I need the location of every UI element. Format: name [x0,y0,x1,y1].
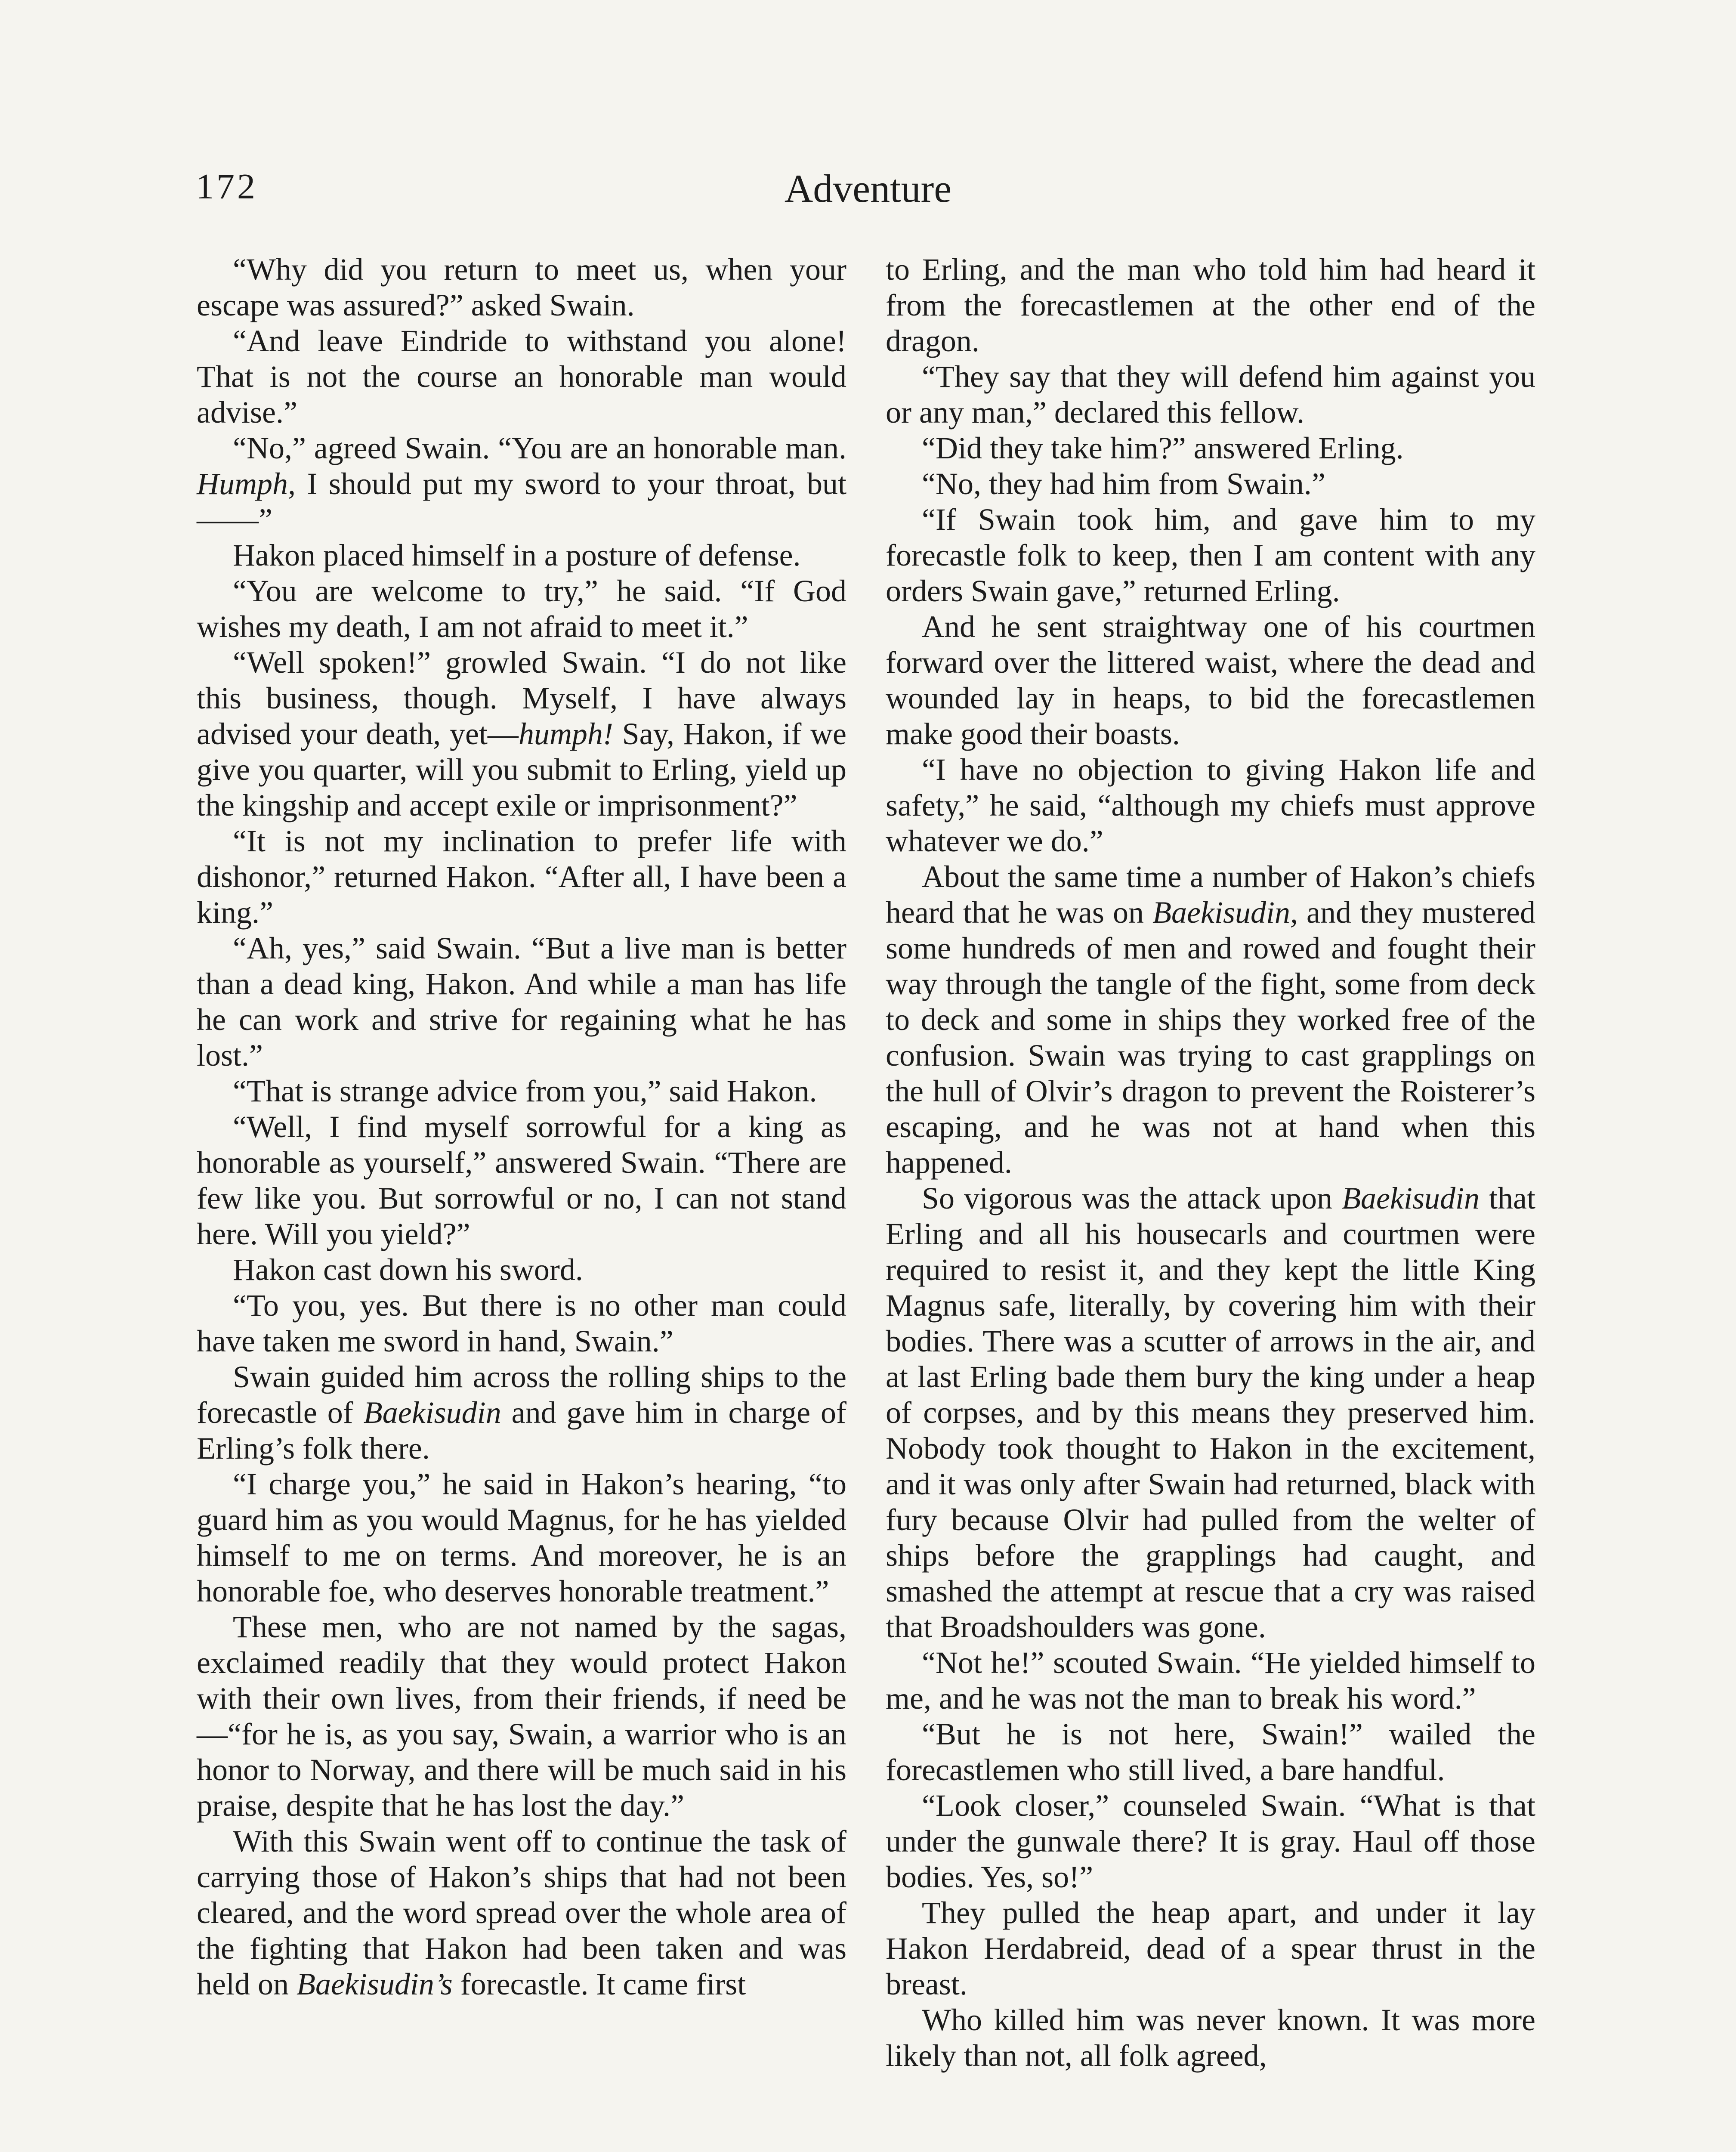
paragraph: Swain guided him across the rolling ships to the forecastle of Baekisudin and gave him in charge of Erling’s folk there. [197,1360,846,1466]
page-header [0,166,1736,217]
paragraph: “Not he!” scouted Swain. “He yielded himself to me, and he was not the man to break his word.” [886,1645,1535,1716]
page-number: 172 [196,167,258,207]
paragraph: And he sent straightway one of his courtmen forward over the littered waist, where the dead and wounded lay in heaps, to bid the forecastlemen make good their boasts. [886,609,1535,751]
paragraph: “You are welcome to try,” he said. “If God wishes my death, I am not afraid to meet it.” [197,574,846,644]
paragraph: “And leave Eindride to withstand you alone! That is not the course an honorable man would advise.” [197,324,846,430]
paragraph: “If Swain took him, and gave him to my forecastle folk to keep, then I am content with any orders Swain gave,” returned Erling. [886,502,1535,608]
paragraph: Who killed him was never known. It was more likely than not, all folk agreed, [886,2003,1535,2073]
paragraph: “Did they take him?” answered Erling. [922,431,1404,465]
paragraph: “To you, yes. But there is no other man could have taken me sword in hand, Swain.” [197,1288,846,1358]
paragraph: “Well spoken!” growled Swain. “I do not like this business, though. Myself, I have always advised your death, yet—humph! Say, Hakon, if we give you quarter, will you submit to Erling, yield up the kingship and accept exile or imprisonment?” [197,645,846,822]
paragraph: “That is strange advice from you,” said Hakon. [233,1074,817,1108]
paragraph: With this Swain went off to continue the task of carrying those of Hakon’s ships that had not been cleared, and the word spread over the whole area of the fighting that Hakon had been taken and was held on Baekisudin’s forecastle. It came first [197,1824,846,2001]
paragraph: “No,” agreed Swain. “You are an honorable man. Humph, I should put my sword to your throat, but——” [197,431,846,537]
paragraph: “Why did you return to meet us, when your escape was assured?” asked Swain. [197,252,846,322]
paragraph: “They say that they will defend him against you or any man,” declared this fellow. [886,359,1535,430]
paragraph: “But he is not here, Swain!” wailed the forecastlemen who still lived, a bare handful. [886,1717,1535,1787]
paragraph: They pulled the heap apart, and under it lay Hakon Herdabreid, dead of a spear thrust in the breast. [886,1895,1535,2001]
paragraph: “It is not my inclination to prefer life with dishonor,” returned Hakon. “After all, I have been a king.” [197,824,846,930]
paragraph: Hakon cast down his sword. [233,1252,583,1287]
paragraph: These men, who are not named by the sagas, exclaimed readily that they would protect Hakon with their own lives, from their friends, if need be—“for he is, as you say, Swain, a warrior who is an honor to Norway, and there will be much said in his praise, despite that he has lost the day.” [197,1610,846,1823]
left-column [197,252,846,2002]
paragraph: “Look closer,” counseled Swain. “What is that under the gunwale there? It is gray. Haul off those bodies. Yes, so!” [886,1788,1535,1894]
paragraph: to Erling, and the man who told him had heard it from the forecastlemen at the other end of the dragon. [886,252,1535,358]
paragraph: Hakon placed himself in a posture of defense. [233,538,801,572]
paragraph: “No, they had him from Swain.” [922,467,1325,501]
running-title: Adventure [784,167,952,210]
paragraph: “I have no objection to giving Hakon life and safety,” he said, “although my chiefs must approve whatever we do.” [886,752,1535,858]
paragraph: About the same time a number of Hakon’s chiefs heard that he was on Baekisudin, and they mustered some hundreds of men and rowed and fought their way through the tangle of the fight, some from deck to deck and some in ships they worked free of the confusion. Swain was trying to cast grapplings on the hull of Olvir’s dragon to prevent the Roisterer’s escaping, and he was not at hand when this happened. [886,860,1535,1180]
paragraph: “I charge you,” he said in Hakon’s hearing, “to guard him as you would Magnus, for he has yielded himself to me on terms. And moreover, he is an honorable foe, who deserves honorable treatment.” [197,1467,846,1608]
body-text [0,252,1736,2152]
paragraph: So vigorous was the attack upon Baekisudin that Erling and all his housecarls and courtmen were required to resist it, and they kept the little King Magnus safe, literally, by covering him with their bodies. There was a scutter of arrows in the air, and at last Erling bade them bury the king under a heap of corpses, and by this means they preserved him. Nobody took thought to Hakon in the excitement, and it was only after Swain had returned, black with fury because Olvir had pulled from the welter of ships before the grapplings had caught, and smashed the attempt at rescue that a cry was raised that Broadshoulders was gone. [886,1181,1536,1644]
paragraph: “Well, I find myself sorrowful for a king as honorable as yourself,” answered Swain. “There are few like you. But sorrowful or no, I can not stand here. Will you yield?” [197,1110,846,1251]
right-column [886,252,1535,2074]
paragraph: “Ah, yes,” said Swain. “But a live man is better than a dead king, Hakon. And while a man has life he can work and strive for regaining what he has lost.” [197,931,846,1073]
